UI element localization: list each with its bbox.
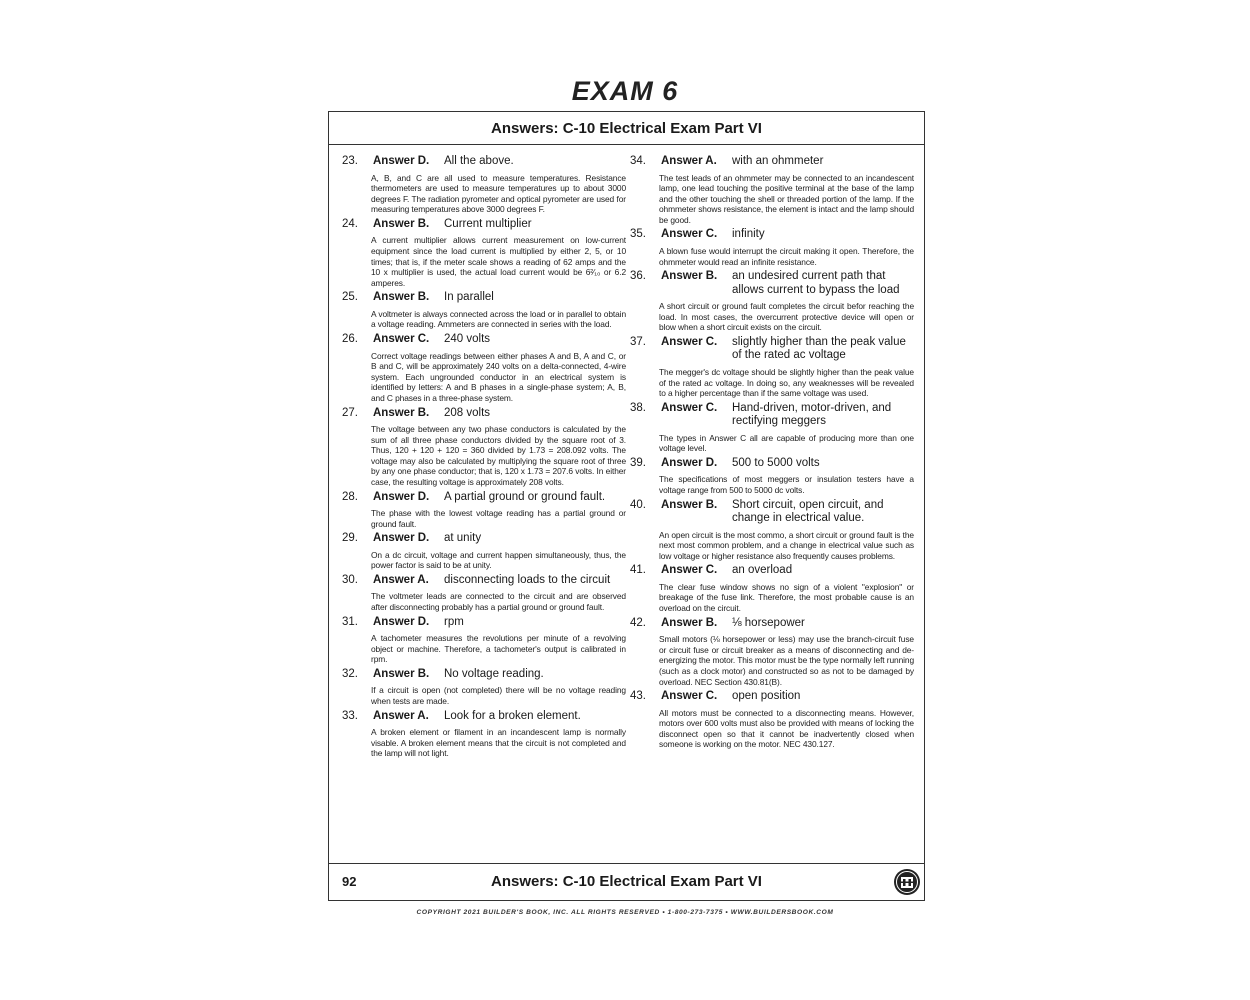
answer-letter: Answer B.: [661, 498, 718, 511]
answer-letter: Answer B.: [373, 291, 430, 304]
answer-explanation: On a dc circuit, voltage and current happen simultaneously, thus, the power factor is said to be at unity.: [371, 549, 626, 571]
question-number: 34.: [630, 155, 646, 167]
answer-item: [340, 218, 626, 288]
question-number: 25.: [342, 291, 358, 304]
answer-explanation: An open circuit is the most commo, a short circuit or ground fault is the next most common problem, and a change in electrical value such as low voltage or higher resistance also frequently causes problems.: [659, 529, 914, 561]
answer-explanation: Small motors (⅛ horsepower or less) may use the branch-circuit fuse or circuit fuse or circuit breaker as a means of disconnecting and de-energizing the motor. This motor must be the type normally left running (such as a clock motor) and constructed so as not to be damaged by overload. NEC Section 430.81(B).: [659, 634, 914, 687]
answer-letter: Answer C.: [661, 401, 718, 414]
answer-letter: Answer B.: [373, 406, 430, 419]
answer-item: [340, 491, 626, 530]
page-number: 92: [342, 874, 357, 889]
answer-text: Hand-driven, motor-driven, and rectifying meggers: [732, 401, 892, 428]
question-number: 26.: [342, 333, 358, 346]
answer-item: [340, 710, 626, 759]
answer-item: [628, 457, 914, 496]
answer-letter: Answer C.: [661, 335, 718, 348]
answer-letter: Answer A.: [373, 573, 429, 586]
answer-letter: Answer C.: [661, 564, 718, 577]
page-footer: [329, 863, 924, 900]
answer-text: slightly higher than the peak value of the rated ac voltage: [732, 335, 906, 362]
answer-item: [340, 291, 626, 330]
answer-text: Short circuit, open circuit, and change in electrical value.: [732, 498, 884, 525]
answer-explanation: A current multiplier allows current measurement on low-current equipment since the load current is multiplied by either 2, 5, or 10 times; that is, if the meter scale shows a reading of 62 amps and the 10 x multiplier is used, the actual load current would be 6²⁄₁₀ or 6.2 amperes.: [371, 235, 626, 288]
answer-text: with an ohmmeter: [732, 155, 824, 167]
answer-item: [628, 690, 914, 750]
question-number: 43.: [630, 690, 646, 703]
answer-text: open position: [732, 690, 801, 703]
answer-explanation: A voltmeter is always connected across the load or in parallel to obtain a voltage reading. Ammeters are connected in series with the load.: [371, 308, 626, 330]
answer-text: In parallel: [444, 291, 494, 304]
answer-text: 208 volts: [444, 406, 491, 419]
answer-item: [340, 574, 626, 613]
answer-text: at unity: [444, 532, 482, 545]
answer-explanation: A broken element or filament in an incandescent lamp is normally visable. A broken element means that the circuit is not completed and the lamp will not light.: [371, 727, 626, 759]
answer-letter: Answer B.: [373, 217, 430, 230]
answer-explanation: The megger's dc voltage should be slightly higher than the peak value of the rated ac voltage. In doing so, any weaknesses will be revealed to a higher percentage than if the same voltage was used.: [659, 366, 914, 399]
answer-letter: Answer A.: [661, 155, 717, 167]
answer-item: [340, 407, 626, 488]
answer-letter: Answer D.: [373, 615, 430, 628]
answer-letter: Answer C.: [661, 228, 718, 241]
question-number: 30.: [342, 573, 358, 586]
answer-item: [340, 333, 626, 403]
answer-item: [628, 336, 914, 399]
answer-item: [340, 616, 626, 665]
exam-title: EXAM 6: [571, 76, 679, 106]
question-number: 37.: [630, 335, 646, 348]
answer-text: A partial ground or ground fault.: [444, 490, 606, 503]
answer-explanation: All motors must be connected to a disconnecting means. However, motors over 600 volts must also be provided with means of locking the disconnect open so that it cannot be inadvertently closed when someone is working on the motor. NEC 430.127.: [659, 707, 914, 750]
answer-text: infinity: [732, 228, 765, 241]
answer-item: [628, 155, 914, 225]
answer-explanation: The clear fuse window shows no sign of a violent "explosion" or breakage of the fuse link. Therefore, the most probable cause is an overload on the circuit.: [659, 581, 914, 614]
answer-explanation: The specifications of most meggers or insulation testers have a voltage range from 500 to 5000 dc volts.: [659, 474, 914, 495]
answer-text: 500 to 5000 volts: [732, 456, 820, 469]
answer-text: Look for a broken element.: [444, 709, 581, 722]
answer-letter: Answer A.: [373, 709, 429, 722]
answer-explanation: The test leads of an ohmmeter may be connected to an incandescent lamp, one lead touching the positive terminal at the base of the lamp and the other touching the shell or threaded portion of the lamp. If the ohmmeter shows resistance, the element is intact and the lamp should be good.: [659, 172, 914, 225]
footer-title: Answers: C-10 Electrical Exam Part VI: [491, 873, 762, 890]
answer-explanation: A tachometer measures the revolutions per minute of a revolving object or machine. Therefore, a tachometer's output is calibrated in rpm.: [371, 633, 626, 665]
question-number: 40.: [630, 498, 646, 511]
answer-item: [628, 499, 914, 562]
answer-item: [340, 532, 626, 571]
answers-left-column: [340, 155, 626, 762]
question-number: 28.: [342, 490, 358, 503]
answer-text: an overload: [732, 564, 793, 577]
question-number: 39.: [630, 456, 646, 469]
answer-letter: Answer B.: [661, 616, 718, 629]
question-number: 27.: [342, 406, 358, 419]
answer-explanation: The types in Answer C all are capable of producing more than one voltage level.: [659, 432, 914, 454]
page-header: Answers: C-10 Electrical Exam Part VI: [329, 112, 924, 145]
answer-letter: Answer D.: [373, 155, 430, 167]
answer-text: ⅛ horsepower: [732, 616, 805, 629]
answer-explanation: Correct voltage readings between either phases A and B, A and C, or B and C, will be approximately 240 volts on a delta-connected, 4-wire system. Each ungrounded conductor in an electrical system is identified by letters: A and B phases in a single-phase system; A, B, and C phases in a three-phase system.: [371, 350, 626, 403]
question-number: 41.: [630, 564, 646, 577]
question-number: 31.: [342, 615, 358, 628]
question-number: 35.: [630, 228, 646, 241]
answer-explanation: The voltmeter leads are connected to the circuit and are observed after disconnecting probably has a partial ground or ground fault.: [371, 591, 626, 613]
answer-explanation: The phase with the lowest voltage reading has a partial ground or ground fault.: [371, 508, 626, 529]
question-number: 36.: [630, 270, 646, 283]
question-number: 29.: [342, 532, 358, 545]
answer-text: an undesired current path that allows current to bypass the load: [732, 270, 900, 296]
question-number: 24.: [342, 217, 358, 230]
question-number: 42.: [630, 616, 646, 629]
answer-letter: Answer B.: [373, 667, 430, 680]
answer-letter: Answer D.: [661, 456, 718, 469]
question-number: 23.: [342, 155, 358, 167]
answer-text: disconnecting loads to the circuit: [444, 573, 611, 586]
answer-explanation: A blown fuse would interrupt the circuit making it open. Therefore, the ohmmeter would read an infinite resistance.: [659, 245, 914, 267]
answer-item: [628, 564, 914, 613]
answer-text: All the above.: [444, 155, 514, 167]
question-number: 33.: [342, 709, 358, 722]
answer-letter: Answer B.: [661, 270, 718, 283]
answer-item: [628, 402, 914, 454]
answer-text: 240 volts: [444, 333, 491, 346]
answer-explanation: If a circuit is open (not completed) there will be no voltage reading when tests are made.: [371, 685, 626, 706]
answer-item: [628, 228, 914, 267]
question-number: 38.: [630, 401, 646, 414]
answer-explanation: A, B, and C are all used to measure temperatures. Resistance thermometers are used to measure temperatures up to about 3000 degrees F. The radiation pyrometer and optical pyrometer are used for measuring temperatures above 3000 degrees F.: [371, 172, 626, 215]
answer-letter: Answer D.: [373, 532, 430, 545]
answer-explanation: The voltage between any two phase conductors is calculated by the sum of all three phase conductors divided by the square root of 3. Thus, 120 + 120 + 120 = 360 divided by 1.73 = 208.092 volts. The voltage may also be calculated by multiplying the square root of three by any one phase conductor; that is, 120 x 1.73 = 207.6 volts. In either case, the resulting voltage is approximately 208 volts.: [371, 424, 626, 487]
question-number: 32.: [342, 667, 358, 680]
answers-right-column: [628, 155, 914, 753]
answer-item: [628, 617, 914, 687]
answer-item: [628, 270, 914, 333]
publisher-logo-icon: [893, 868, 921, 896]
answer-text: Current multiplier: [444, 217, 532, 230]
answer-item: [340, 668, 626, 707]
answer-explanation: A short circuit or ground fault completes the circuit befor reaching the load. In most cases, the overcurrent protective device will open or blow when a short circuit exists on the circuit.: [659, 301, 914, 333]
answer-letter: Answer C.: [661, 690, 718, 703]
answer-letter: Answer D.: [373, 490, 430, 503]
answer-text: No voltage reading.: [444, 667, 544, 680]
answer-text: rpm: [444, 615, 464, 628]
answer-letter: Answer C.: [373, 333, 430, 346]
copyright-line: COPYRIGHT 2021 BUILDER'S BOOK, INC. ALL RIGHTS RESERVED • 1-800-273-7375 • WWW.BUILDERSBOOK.COM: [416, 909, 834, 916]
answer-item: [340, 155, 626, 215]
